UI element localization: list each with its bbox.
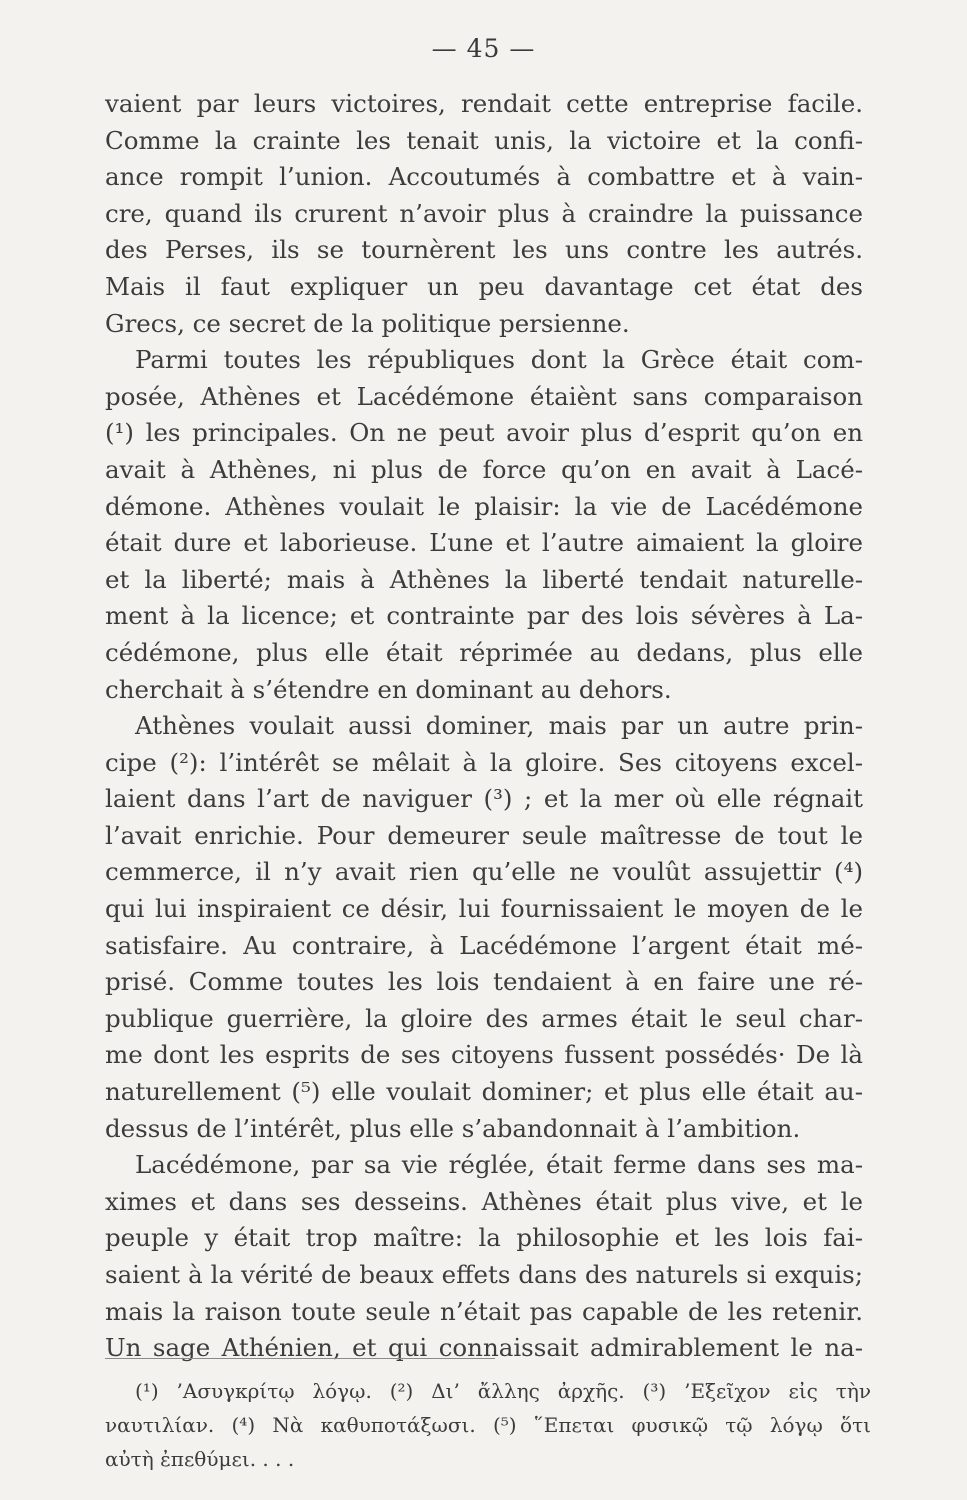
text-line: dessus de l’intérêt, plus elle s’abandonnait à l’ambition. bbox=[105, 1113, 801, 1143]
footnote-line: ναυτιλίαν. (⁴) Νὰ καθυποτάξωσι. (⁵) ῞Επεται φυσικῷ τῷ λόγῳ ὅτι bbox=[105, 1413, 871, 1437]
text-line: cédémone, plus elle était réprimée au dedans, plus elle bbox=[105, 637, 863, 667]
text-line: Grecs, ce secret de la politique persienne. bbox=[105, 308, 630, 338]
text-line: posée, Athènes et Lacédémone étaiènt sans comparaison bbox=[105, 381, 863, 411]
text-line: ximes et dans ses desseins. Athènes était plus vive, et le bbox=[105, 1186, 863, 1216]
text-line: saient à la vérité de beaux effets dans des naturels si exquis; bbox=[105, 1260, 863, 1289]
text-line: ment à la licence; et contrainte par des lois sévères à La- bbox=[105, 601, 863, 631]
footnotes bbox=[105, 1374, 871, 1476]
footnote-line: αὐτὴ ἐπεθύμει. . . . bbox=[105, 1447, 295, 1471]
text-line: laient dans l’art de naviguer (³) ; et la mer où elle régnait bbox=[105, 784, 863, 814]
text-line: Comme la crainte les tenait unis, la victoire et la confi- bbox=[105, 125, 863, 155]
text-line: vaient par leurs victoires, rendait cette entreprise facile. bbox=[105, 89, 863, 118]
text-line: satisfaire. Au contraire, à Lacédémone l’argent était mé- bbox=[105, 930, 863, 960]
text-line: avait à Athènes, ni plus de force qu’on en avait à Lacé- bbox=[105, 454, 863, 484]
paragraph-first-line: Lacédémone, par sa vie réglée, était ferme dans ses ma- bbox=[135, 1150, 863, 1180]
text-line: qui lui inspiraient ce désir, lui fournissaient le moyen de le bbox=[105, 894, 863, 924]
text-line: prisé. Comme toutes les lois tendaient à en faire une ré- bbox=[105, 967, 863, 997]
text-line: mais la raison toute seule n’était pas capable de les retenir. bbox=[105, 1296, 863, 1326]
text-line: peuple y était trop maître: la philosophie et les lois fai- bbox=[105, 1223, 863, 1253]
text-line: l’avait enrichie. Pour demeurer seule maîtresse de tout le bbox=[105, 820, 863, 850]
body-text bbox=[105, 86, 863, 1367]
text-line: ance rompit l’union. Accoutumés à combattre et à vain- bbox=[105, 162, 863, 192]
text-line: était dure et laborieuse. L’une et l’autre aimaient la gloire bbox=[105, 528, 863, 558]
text-line: cherchait à s’étendre en dominant au dehors. bbox=[105, 674, 672, 704]
text-line: Mais il faut expliquer un peu davantage cet état des bbox=[105, 271, 863, 301]
text-line: publique guerrière, la gloire des armes était le seul char- bbox=[105, 1003, 863, 1033]
text-line: Un sage Athénien, et qui connaissait admirablement le na- bbox=[105, 1333, 863, 1363]
text-line: (¹) les principales. On ne peut avoir plus d’esprit qu’on en bbox=[105, 418, 863, 448]
footnote-line: (¹) ’Ασυγκρίτῳ λόγῳ. (²) Δι’ ἄλλης ἀρχῆς. (³) ’Εξεῖχον εἰς τὴν bbox=[135, 1379, 871, 1403]
text-line: cemmerce, il n’y avait rien qu’elle ne voulût assujettir (⁴) bbox=[105, 857, 863, 887]
footnote-divider bbox=[105, 1358, 495, 1359]
text-line: cipe (²): l’intérêt se mêlait à la gloire. Ses citoyens excel- bbox=[105, 747, 863, 777]
text-line: cre, quand ils crurent n’avoir plus à craindre la puissance bbox=[105, 198, 863, 228]
page-number: — 45 — bbox=[431, 34, 536, 63]
text-line: me dont les esprits de ses citoyens fussent possédés· De là bbox=[105, 1040, 863, 1070]
text-line: des Perses, ils se tournèrent les uns contre les autrés. bbox=[105, 235, 863, 265]
text-line: naturellement (⁵) elle voulait dominer; et plus elle était au- bbox=[105, 1077, 863, 1107]
text-line: et la liberté; mais à Athènes la liberté tendait naturelle- bbox=[105, 564, 863, 594]
text-line: démone. Athènes voulait le plaisir: la vie de Lacédémone bbox=[105, 491, 863, 521]
paragraph-first-line: Parmi toutes les républiques dont la Grèce était com- bbox=[135, 345, 863, 375]
paragraph-first-line: Athènes voulait aussi dominer, mais par un autre prin- bbox=[135, 711, 863, 741]
